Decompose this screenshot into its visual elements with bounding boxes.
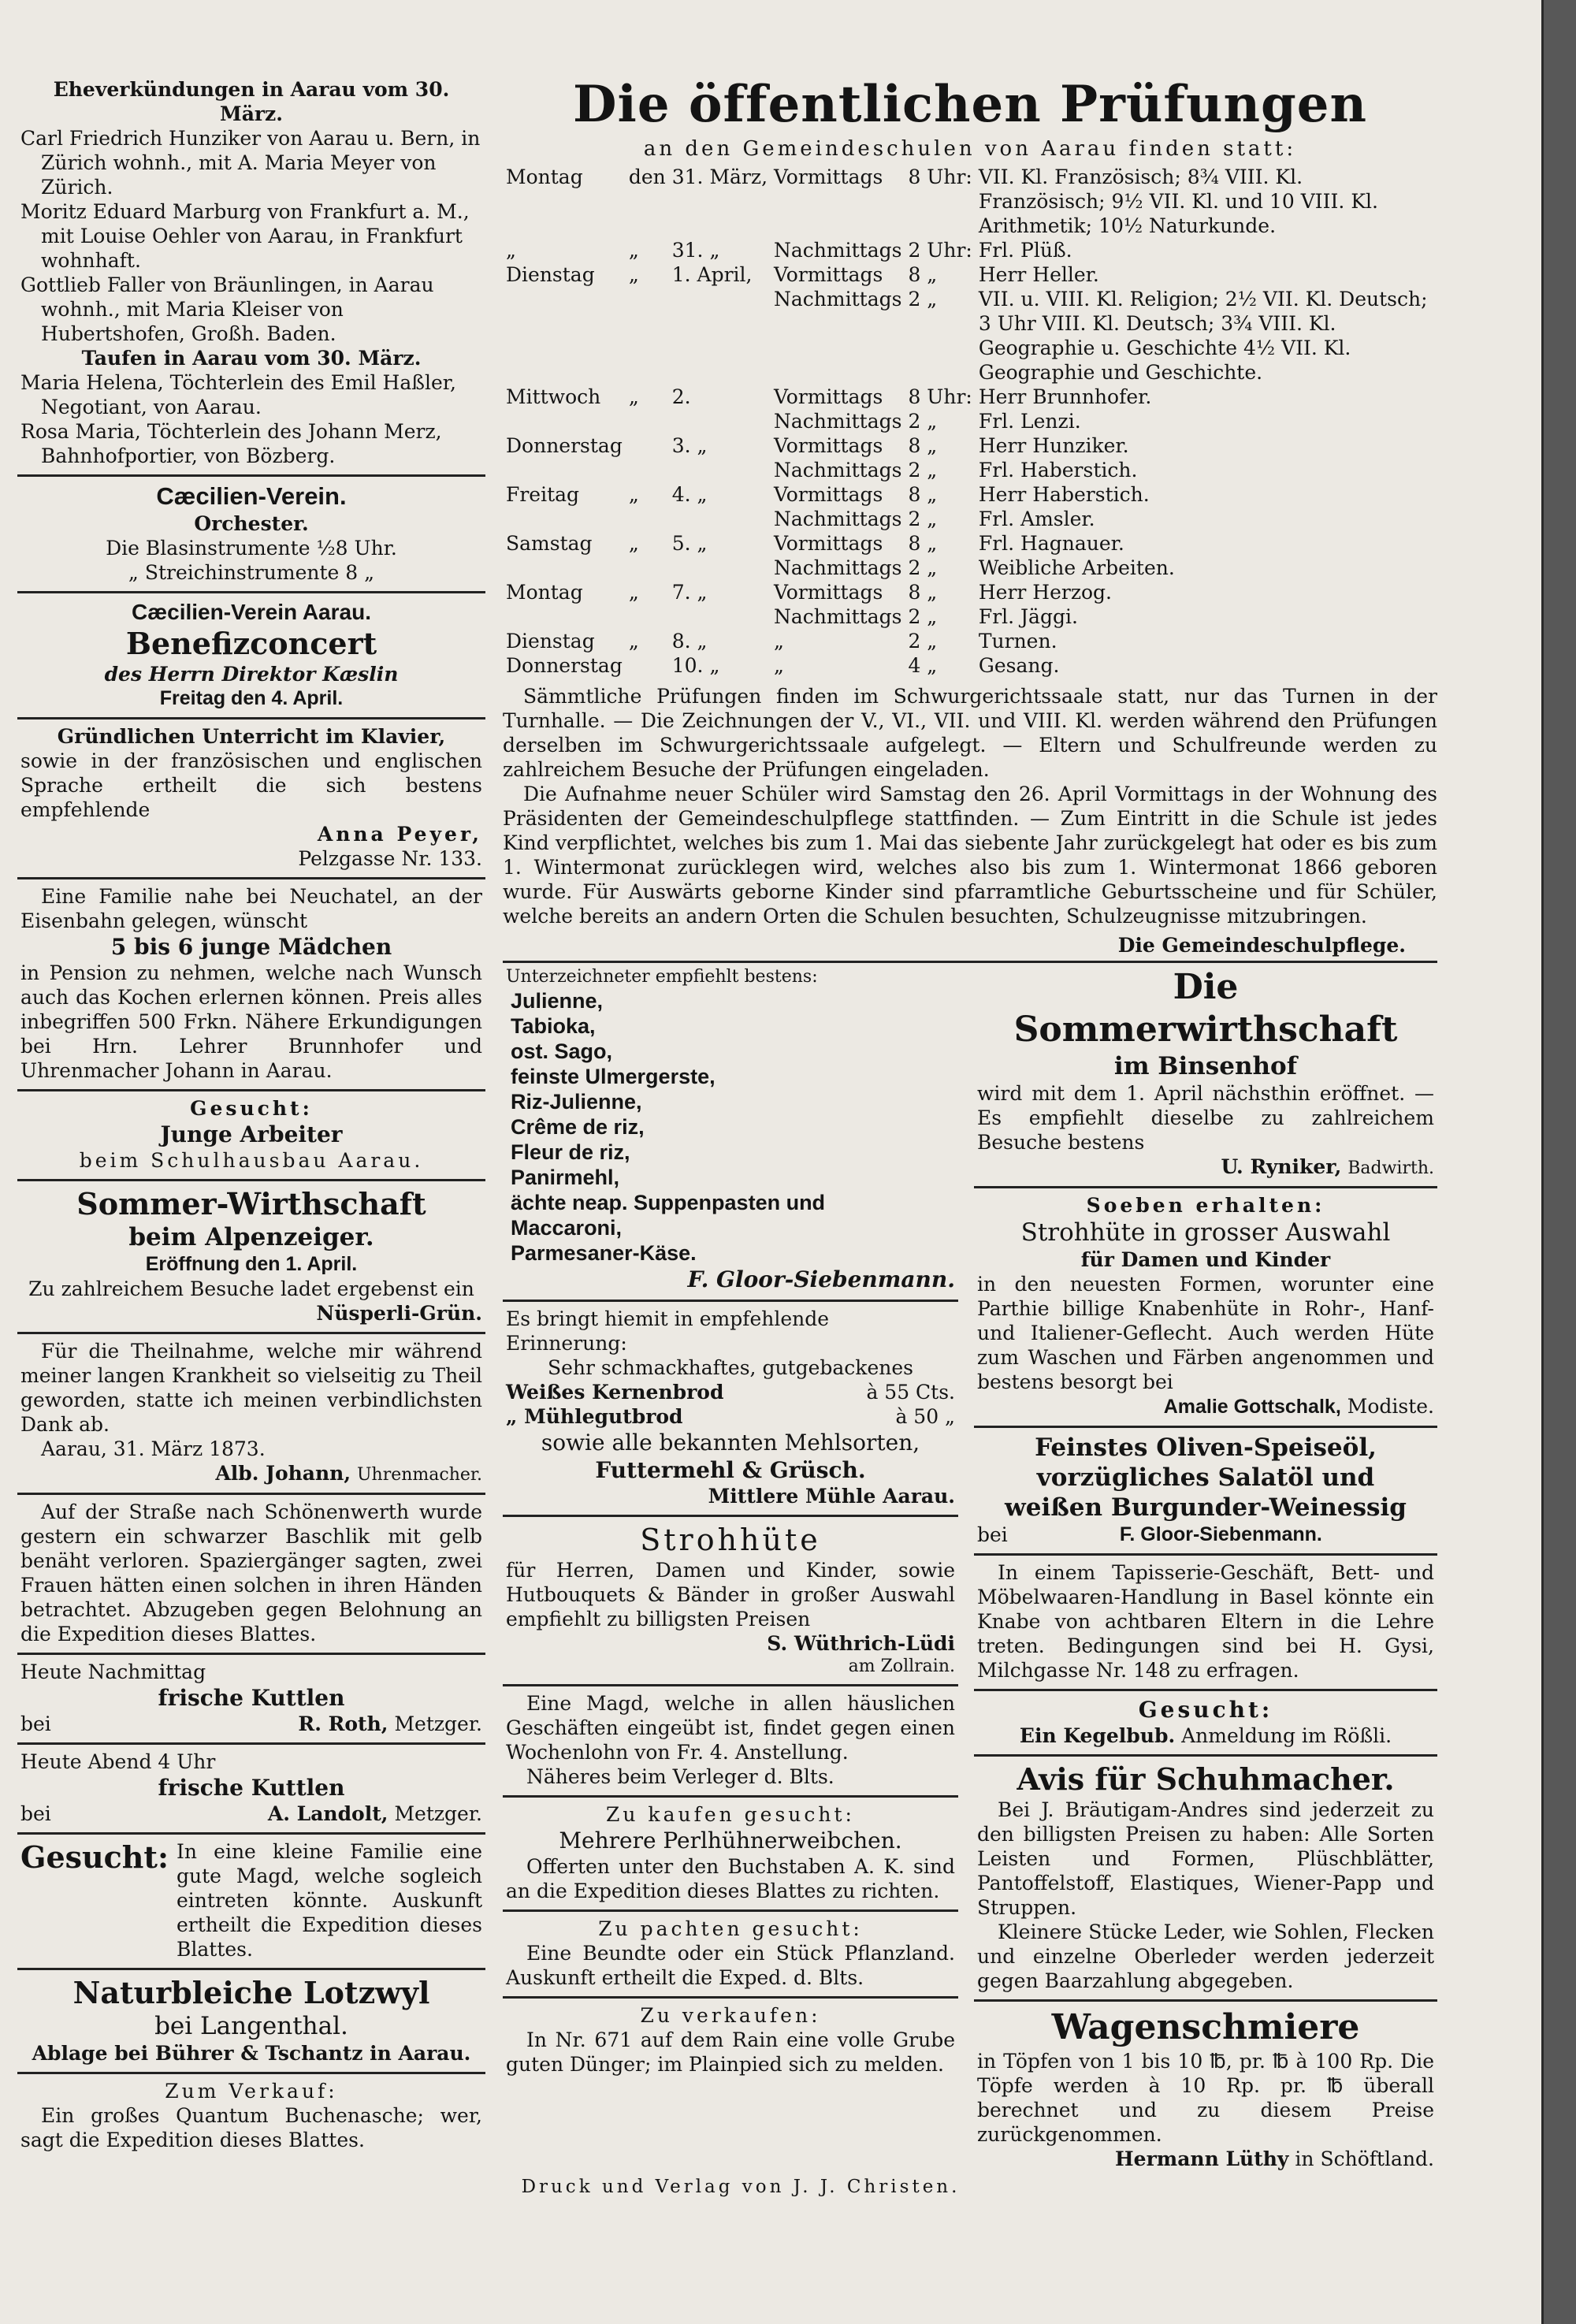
alpenzeiger-sign: Nüsperli-Grün. bbox=[316, 1302, 482, 1325]
binsenhof-ad bbox=[974, 961, 1437, 1188]
exam-hour: 8 „ bbox=[908, 483, 938, 506]
marriage-item: Moritz Eduard Marburg von Frankfurt a. M., mit Louise Oehler von Aarau, in Frankfurt wohnhaft. bbox=[20, 200, 470, 272]
exam-subj: Frl. Jäggi. bbox=[978, 605, 1078, 628]
axle-grease-ad bbox=[974, 2002, 1437, 2177]
maid-body: In eine kleine Familie eine gute Magd, welche sogleich eintreten könnte. Auskunft ertheilt die Expedition dieses Blattes. bbox=[177, 1840, 482, 1961]
gloor-item: Panirmehl, bbox=[511, 1166, 620, 1189]
printer-imprint: Druck und Verlag von J. J. Christen. bbox=[521, 2177, 961, 2197]
exam-mark: „ bbox=[628, 263, 639, 286]
exam-part: Nachmittags bbox=[774, 605, 902, 628]
gloor-item: Fleur de riz, bbox=[511, 1140, 630, 1164]
exam-mark bbox=[626, 287, 669, 385]
grease-title: Wagenschmiere bbox=[1051, 2007, 1360, 2047]
mill-price: à 55 Cts. bbox=[866, 1381, 955, 1404]
lease-title: Zu pachten gesucht: bbox=[598, 1917, 863, 1940]
concert-title: Benefizconcert bbox=[125, 626, 377, 661]
exam-date bbox=[669, 287, 771, 385]
exam-row bbox=[503, 165, 1437, 238]
oil-sign: F. Gloor-Siebenmann. bbox=[1119, 1523, 1322, 1545]
caecilien-sub: Orchester. bbox=[194, 512, 309, 535]
exam-day: Samstag bbox=[506, 532, 593, 555]
straw-hats-wuethrich-ad bbox=[503, 1517, 958, 1686]
caecilien-orchestra-ad bbox=[17, 477, 485, 593]
marriage-title: Eheverkündungen in Aarau vom 30. März. bbox=[53, 78, 450, 125]
exam-date bbox=[669, 458, 771, 482]
lessons-title: Gründlichen Unterricht im Klavier, bbox=[57, 725, 446, 748]
workers-ad bbox=[17, 1091, 485, 1181]
alpenzeiger-place: beim Alpenzeiger. bbox=[128, 1223, 374, 1251]
baptism-title: Taufen in Aarau vom 30. März. bbox=[81, 347, 422, 370]
binsenhof-body: wird mit dem 1. April nächsthin eröffnet. — Es empfiehlt dieselbe zu zahlreichem Besuche bestens bbox=[977, 1082, 1434, 1154]
exam-date bbox=[669, 507, 771, 531]
concert-by: des Herrn Direktor Kæslin bbox=[104, 663, 399, 686]
exam-mark: „ bbox=[628, 385, 639, 408]
exam-day: Dienstag bbox=[506, 263, 595, 286]
oil-line: vorzügliches Salatöl und bbox=[1036, 1463, 1375, 1492]
exam-mark bbox=[626, 507, 669, 531]
exam-row bbox=[503, 580, 1437, 604]
exam-row bbox=[503, 507, 1437, 531]
lost-item-notice bbox=[17, 1495, 485, 1655]
kuttlen-bei: bei bbox=[20, 1802, 51, 1825]
oil-bei: bei bbox=[977, 1523, 1008, 1546]
guineafowl-title: Zu kaufen gesucht: bbox=[606, 1803, 855, 1826]
straw-hats-title: Strohhüte bbox=[640, 1523, 821, 1557]
gloor-sign: F. Gloor-Siebenmann. bbox=[687, 1266, 955, 1292]
hats-body: in den neuesten Formen, worunter eine Parthie billige Knabenhüte in Rohr-, Hanf- und Italiener-Geflecht. Auch werden Hüte zum Waschen und Färben angenommen und bestens besorgt bei bbox=[977, 1273, 1434, 1393]
kuttlen-name: A. Landolt, bbox=[267, 1802, 388, 1825]
kegel-item: Ein Kegelbub. bbox=[1019, 1724, 1176, 1747]
exam-day: Montag bbox=[506, 581, 583, 604]
exam-mark bbox=[626, 433, 669, 458]
exam-hour: 2 „ bbox=[908, 508, 938, 530]
kegel-title: Gesucht: bbox=[1138, 1697, 1273, 1723]
exam-part: Vormittags bbox=[774, 263, 883, 286]
exam-part: Vormittags bbox=[774, 581, 883, 604]
oil-seller bbox=[977, 1523, 1434, 1547]
manure-title: Zu verkaufen: bbox=[640, 2004, 821, 2027]
kegel-line bbox=[977, 1723, 1434, 1748]
lost-body: Auf der Straße nach Schönenwerth wurde gestern ein schwarzer Baschlik mit gelb benäht verloren. Spaziergänger sagten, zwei Frauen hätten einen solchen in ihren Händen betrachtet. Abzugeben gegen Belohnung an die Expedition dieses Blattes. bbox=[20, 1500, 482, 1645]
kegel-info: Anmeldung im Rößli. bbox=[1181, 1724, 1392, 1747]
hats-signature bbox=[977, 1394, 1434, 1419]
exam-title: Die öffentlichen Prüfungen bbox=[573, 75, 1367, 134]
exam-mark bbox=[626, 556, 669, 580]
exam-subj: Herr Herzog. bbox=[978, 581, 1113, 604]
concert-date: Freitag den 4. April. bbox=[159, 687, 344, 709]
exam-part: Nachmittags bbox=[774, 556, 902, 579]
thanks-signature bbox=[20, 1461, 482, 1486]
exam-signature: Die Gemeindeschulpflege. bbox=[1117, 934, 1406, 957]
mill-bread: „ Mühlegutbrod bbox=[506, 1405, 683, 1428]
lessons-name: Anna Peyer, bbox=[317, 823, 482, 846]
exam-subj: Weibliche Arbeiten. bbox=[978, 556, 1175, 579]
exam-hour: 2 „ bbox=[908, 630, 938, 653]
exam-date: 3. „ bbox=[671, 434, 708, 457]
sale-title: Zum Verkauf: bbox=[165, 2080, 338, 2103]
pension-intro: Eine Familie nahe bei Neuchatel, an der Eisenbahn gelegen, wünscht bbox=[20, 885, 482, 932]
pension-headline: 5 bis 6 junge Mädchen bbox=[110, 934, 392, 960]
gloor-item: Tabioka, bbox=[511, 1014, 596, 1038]
exam-hour: 8 Uhr: bbox=[908, 165, 972, 188]
oil-line: Feinstes Oliven-Speiseöl, bbox=[1035, 1433, 1377, 1462]
exam-part: Nachmittags bbox=[774, 239, 902, 262]
exam-date: 10. „ bbox=[671, 654, 720, 677]
exam-hour: 2 Uhr: bbox=[908, 239, 972, 262]
baptism-item: Maria Helena, Töchterlein des Emil Haßler, Negotiant, von Aarau. bbox=[20, 371, 456, 418]
exam-subj: Frl. Lenzi. bbox=[978, 410, 1081, 433]
exam-day bbox=[503, 556, 626, 580]
mill-ad bbox=[503, 1302, 958, 1517]
exam-row bbox=[503, 653, 1437, 678]
exam-date: 1. April, bbox=[671, 263, 753, 286]
exam-part: Vormittags bbox=[774, 165, 883, 188]
hats-title: Soeben erhalten: bbox=[1086, 1194, 1325, 1217]
lessons-body: sowie in der französischen und englischen Sprache ertheilt die sich bestens empfehlende bbox=[20, 749, 482, 821]
workers-location: beim Schulhausbau Aarau. bbox=[79, 1149, 424, 1172]
gloor-products-ad bbox=[503, 961, 958, 1302]
exam-part: „ bbox=[774, 630, 784, 653]
exam-row bbox=[503, 238, 1437, 262]
baptism-item: Rosa Maria, Töchterlein des Johann Merz, Bahnhofportier, von Bözberg. bbox=[20, 420, 442, 467]
left-column bbox=[17, 73, 485, 2159]
exam-subtitle: an den Gemeindeschulen von Aarau finden statt: bbox=[643, 137, 1297, 161]
exam-subj: Herr Heller. bbox=[978, 263, 1099, 286]
exam-row bbox=[503, 287, 1437, 385]
exam-part: Nachmittags bbox=[774, 288, 902, 310]
exam-date: 2. bbox=[671, 385, 691, 408]
manure-sale-ad bbox=[503, 1999, 958, 2083]
maid-wanted-ad bbox=[17, 1835, 485, 1970]
caecilien-title: Cæcilien-Verein. bbox=[156, 482, 347, 510]
guineafowl-headline: Mehrere Perlhühnerweibchen. bbox=[559, 1828, 902, 1854]
exam-day: Donnerstag bbox=[506, 654, 623, 677]
marriage-item: Carl Friedrich Hunziker von Aarau u. Bern, in Zürich wohnh., mit A. Maria Meyer von Zürich. bbox=[20, 127, 481, 199]
gloor-item: Julienne, bbox=[511, 989, 604, 1013]
mill-sign: Mittlere Mühle Aarau. bbox=[708, 1485, 955, 1508]
mill-line: sowie alle bekannten Mehlsorten, bbox=[541, 1430, 920, 1456]
mill-bread-row bbox=[506, 1380, 955, 1404]
exam-hour: 8 „ bbox=[908, 434, 938, 457]
exam-date bbox=[669, 409, 771, 433]
caecilien-line: „ Streichinstrumente 8 „ bbox=[128, 561, 375, 584]
marriage-notices bbox=[17, 73, 485, 477]
exam-part: Nachmittags bbox=[774, 410, 902, 433]
kuttlen-roth-ad bbox=[17, 1655, 485, 1745]
kuttlen-seller bbox=[20, 1712, 482, 1736]
pension-body: in Pension zu nehmen, welche nach Wunsch auch das Kochen erlernen können. Preis alles inbegriffen 500 Frkn. Nähere Erkundigungen bei Hrn. Lehrer Brunnhofer und Uhrenmacher Johann in Aarau. bbox=[20, 961, 482, 1082]
kuttlen-item: frische Kuttlen bbox=[158, 1685, 345, 1711]
exam-subj: Turnen. bbox=[978, 630, 1057, 653]
exam-date: 7. „ bbox=[671, 581, 708, 604]
exam-row bbox=[503, 531, 1437, 556]
binsenhof-sign: U. Ryniker, bbox=[1221, 1155, 1342, 1178]
workers-title: Gesucht: bbox=[190, 1097, 313, 1120]
exam-mark: „ bbox=[628, 581, 639, 604]
exam-subj: Frl. Hagnauer. bbox=[978, 532, 1124, 555]
shoemaker-body: Bei J. Bräutigam-Andres sind jederzeit zu den billigsten Preisen zu haben: Alle Sorten Leisten und Formen, Plüschblätter, Pantoffelstoff, Elastiques, Wiener-Papp und Struppen. bbox=[977, 1798, 1434, 1919]
kuttlen-job: Metzger. bbox=[394, 1802, 482, 1825]
exam-day bbox=[503, 287, 626, 385]
apprentice-basel-ad bbox=[974, 1556, 1437, 1691]
basel-body: In einem Tapisserie-Geschäft, Bett- und Möbelwaaren-Handlung in Basel könnte ein Knabe von achtbaren Eltern in die Lehre treten. Bedingungen sind bei H. Gysi, Milchgasse Nr. 148 zu erfragen. bbox=[977, 1561, 1434, 1682]
bleiche-title: Naturbleiche Lotzwyl bbox=[72, 1975, 430, 2010]
bleiche-place: bei Langenthal. bbox=[154, 2012, 348, 2040]
alpenzeiger-ad bbox=[17, 1181, 485, 1334]
thanks-sign: Alb. Johann, bbox=[215, 1462, 351, 1485]
exam-row bbox=[503, 556, 1437, 580]
exam-mark: „ bbox=[628, 239, 639, 262]
exam-row bbox=[503, 458, 1437, 482]
exam-date bbox=[669, 556, 771, 580]
exam-part: Nachmittags bbox=[774, 508, 902, 530]
exam-mark bbox=[626, 604, 669, 629]
hats-job: Modiste. bbox=[1347, 1395, 1434, 1418]
exam-hour: 4 „ bbox=[908, 654, 938, 677]
exam-row bbox=[503, 629, 1437, 653]
exam-subj: Herr Haberstich. bbox=[978, 483, 1150, 506]
exam-day: Dienstag bbox=[506, 630, 595, 653]
gloor-item: Crême de riz, bbox=[511, 1115, 645, 1139]
binsenhof-job: Badwirth. bbox=[1347, 1158, 1434, 1178]
concert-society: Cæcilien-Verein Aarau. bbox=[132, 600, 371, 624]
binsenhof-title: Die Sommerwirthschaft bbox=[1013, 967, 1398, 1050]
shoemaker-title: Avis für Schuhmacher. bbox=[1017, 1761, 1395, 1797]
exam-subj: VII. u. VIII. Kl. Religion; 2½ VII. Kl. Deutsch; 3 Uhr VIII. Kl. Deutsch; 3¾ VIII. Kl. Geographie u. Geschichte 4½ VII. Kl. Geographie und Geschichte. bbox=[978, 288, 1428, 384]
gloor-item: ost. Sago, bbox=[511, 1039, 613, 1063]
alpenzeiger-title: Sommer-Wirthschaft bbox=[76, 1186, 426, 1221]
public-exams-notice bbox=[503, 73, 1437, 963]
exam-day: Freitag bbox=[506, 483, 580, 506]
straw-hats-address: am Zollrain. bbox=[848, 1657, 955, 1676]
hats-sign: Amalie Gottschalk, bbox=[1163, 1396, 1341, 1418]
lessons-ad bbox=[17, 720, 485, 879]
exam-para-2: Die Aufnahme neuer Schüler wird Samstag den 26. April Vormittags in der Wohnung des Präsidenten der Gemeindeschulpflege stattfinden. — Zum Eintritt in die Schule ist jedes Kind verpflichtet, welches bis zum 1. Mai das siebente Jahr zurückgelegt hat oder es bis zum 1. Wintermonat zurücklegen wird, welches also bis zum 1. Wintermonat 1866 geboren wurde. Für Auswärts geborne Kinder sind pfarramtliche Geburtsscheine und für Schüler, welche bereits an andern Orten die Schulen besuchten, Schulzeugnisse mitzubringen. bbox=[503, 783, 1437, 928]
exam-subj: Frl. Amsler. bbox=[978, 508, 1095, 530]
alpenzeiger-opening: Eröffnung den 1. April. bbox=[145, 1253, 358, 1275]
grease-place: in Schöftland. bbox=[1295, 2147, 1434, 2170]
exam-mark bbox=[626, 409, 669, 433]
exam-part: Nachmittags bbox=[774, 459, 902, 482]
shoemaker-ad bbox=[974, 1757, 1437, 2002]
exam-subj: Gesang. bbox=[978, 654, 1060, 677]
workers-headline: Junge Arbeiter bbox=[160, 1121, 343, 1147]
exam-day: Montag bbox=[506, 165, 583, 188]
oil-line: weißen Burgunder-Weinessig bbox=[1005, 1493, 1407, 1522]
kuttlen-landolt-ad bbox=[17, 1745, 485, 1835]
gloor-item: Parmesaner-Käse. bbox=[511, 1241, 697, 1265]
straw-hats-gottschalk-ad bbox=[974, 1188, 1437, 1428]
mill-intro: Es bringt hiemit in empfehlende Erinnerung: bbox=[506, 1307, 830, 1355]
right-column bbox=[974, 961, 1437, 2177]
thanks-job: Uhrenmacher. bbox=[357, 1465, 482, 1485]
exam-subj: Herr Brunnhofer. bbox=[978, 385, 1152, 408]
thanks-body: Für die Theilnahme, welche mir während meiner langen Krankheit so vielseitig zu Theil geworden, statte ich meinen verbindlichsten Dank ab. bbox=[20, 1340, 482, 1436]
bleiche-depot: Ablage bei Bührer & Tschantz in Aarau. bbox=[32, 2042, 471, 2065]
exam-mark bbox=[626, 653, 669, 678]
kuttlen-seller bbox=[20, 1802, 482, 1826]
exam-day bbox=[503, 604, 626, 629]
exam-hour: 2 „ bbox=[908, 288, 938, 310]
exam-row bbox=[503, 482, 1437, 507]
gloor-item: ächte neap. Suppenpasten und bbox=[511, 1191, 826, 1214]
guineafowl-wanted-ad bbox=[503, 1798, 958, 1912]
exam-date: 31. März, bbox=[671, 165, 768, 188]
maid2-body: Eine Magd, welche in allen häuslichen Geschäften eingeübt ist, findet gegen einen Wochenlohn von Fr. 4. Anstellung. bbox=[506, 1692, 955, 1764]
exam-part: Vormittags bbox=[774, 483, 883, 506]
exam-date bbox=[669, 604, 771, 629]
lease-body: Eine Beundte oder ein Stück Pflanzland. Auskunft ertheilt die Exped. d. Blts. bbox=[506, 1942, 955, 1989]
mill-bread: Weißes Kernenbrod bbox=[506, 1381, 724, 1404]
exam-hour: 8 „ bbox=[908, 263, 938, 286]
bleiche-ad bbox=[17, 1970, 485, 2074]
middle-column bbox=[503, 961, 958, 2083]
exam-hour: 8 Uhr: bbox=[908, 385, 972, 408]
thanks-notice bbox=[17, 1334, 485, 1495]
mill-sub: Sehr schmackhaftes, gutgebackenes bbox=[548, 1356, 913, 1379]
lease-wanted-ad bbox=[503, 1912, 958, 1999]
caecilien-line: Die Blasinstrumente ½8 Uhr. bbox=[106, 537, 397, 560]
gloor-item: feinste Ulmergerste, bbox=[511, 1065, 716, 1088]
gloor-item: Maccaroni, bbox=[511, 1216, 623, 1240]
mill-line-2: Futtermehl & Grüsch. bbox=[595, 1457, 866, 1483]
binsenhof-signature bbox=[977, 1155, 1434, 1180]
exam-hour: 2 „ bbox=[908, 459, 938, 482]
exam-hour: 2 „ bbox=[908, 556, 938, 579]
exam-mark: „ bbox=[628, 532, 639, 555]
mill-price: à 50 „ bbox=[895, 1405, 955, 1428]
page-edge-shadow bbox=[1541, 0, 1576, 2324]
kuttlen-item: frische Kuttlen bbox=[158, 1775, 345, 1801]
grease-sign: Hermann Lüthy bbox=[1115, 2147, 1289, 2170]
kegelbub-ad bbox=[974, 1691, 1437, 1757]
exam-schedule bbox=[503, 165, 1437, 678]
exam-hour: 2 „ bbox=[908, 605, 938, 628]
exam-hour: 8 „ bbox=[908, 581, 938, 604]
sale-body: Ein großes Quantum Buchenasche; wer, sagt die Expedition dieses Blattes. bbox=[20, 2104, 482, 2151]
exam-day: Mittwoch bbox=[506, 385, 601, 408]
exam-day bbox=[503, 409, 626, 433]
exam-part: Vormittags bbox=[774, 434, 883, 457]
straw-hats-sign: S. Wüthrich-Lüdi bbox=[767, 1632, 955, 1655]
exam-part: „ bbox=[774, 654, 784, 677]
hats-headline: Strohhüte in grosser Auswahl bbox=[1020, 1218, 1391, 1247]
gloor-intro: Unterzeichneter empfiehlt bestens: bbox=[506, 967, 818, 987]
exam-part: Vormittags bbox=[774, 532, 883, 555]
kuttlen-bei: bei bbox=[20, 1712, 51, 1735]
binsenhof-place: im Binsenhof bbox=[1113, 1052, 1298, 1080]
manure-body: In Nr. 671 auf dem Rain eine volle Grube guten Dünger; im Plainpied sich zu melden. bbox=[506, 2028, 955, 2076]
hats-sub: für Damen und Kinder bbox=[1080, 1248, 1331, 1271]
maid-position-ad bbox=[503, 1686, 958, 1798]
exam-mark bbox=[626, 458, 669, 482]
exam-row bbox=[503, 433, 1437, 458]
gloor-item: Riz-Julienne, bbox=[511, 1090, 642, 1114]
exam-date: 8. „ bbox=[671, 630, 708, 653]
grease-signature bbox=[977, 2147, 1434, 2171]
kuttlen-job: Metzger. bbox=[394, 1712, 482, 1735]
exam-subj: Frl. Plüß. bbox=[978, 239, 1072, 262]
exam-mark: „ bbox=[628, 630, 639, 653]
exam-hour: 8 „ bbox=[908, 532, 938, 555]
exam-part: Vormittags bbox=[774, 385, 883, 408]
concert-ad bbox=[17, 593, 485, 720]
exam-date: 5. „ bbox=[671, 532, 708, 555]
kuttlen-name: R. Roth, bbox=[298, 1712, 388, 1735]
lessons-address: Pelzgasse Nr. 133. bbox=[298, 847, 482, 870]
maid2-more: Näheres beim Verleger d. Blts. bbox=[526, 1765, 834, 1788]
mill-bread-row bbox=[506, 1404, 955, 1429]
exam-date: 31. „ bbox=[671, 239, 720, 262]
olive-oil-ad bbox=[974, 1428, 1437, 1556]
alpenzeiger-invite: Zu zahlreichem Besuche ladet ergebenst ein bbox=[28, 1277, 474, 1300]
kuttlen-when: Heute Nachmittag bbox=[20, 1660, 206, 1683]
exam-hour: 2 „ bbox=[908, 410, 938, 433]
pension-ad bbox=[17, 879, 485, 1091]
exam-subj: Frl. Haberstich. bbox=[978, 459, 1138, 482]
guineafowl-body: Offerten unter den Buchstaben A. K. sind an die Expedition dieses Blattes zu richten. bbox=[506, 1855, 955, 1902]
exam-para-1: Sämmtliche Prüfungen finden im Schwurgerichtssaale statt, nur das Turnen in der Turnhalle. — Die Zeichnungen der V., VI., VII. und VIII. Kl. werden während den Prüfungen derselben im Schwurgerichtssaale aufgelegt. — Eltern und Schulfreunde werden zu zahlreichem Besuche der Prüfungen eingeladen. bbox=[503, 685, 1437, 781]
grease-body: in Töpfen von 1 bis 10 ℔, pr. ℔ à 100 Rp. Die Töpfe werden à 10 Rp. pr. ℔ überall berechnet und zu diesem Preise zurückgenommen. bbox=[977, 2050, 1434, 2146]
exam-row bbox=[503, 385, 1437, 409]
shoemaker-more: Kleinere Stücke Leder, wie Sohlen, Flecken und einzelne Oberleder werden jederzeit gegen Baarzahlung abgegeben. bbox=[977, 1921, 1434, 1992]
exam-subj: Herr Hunziker. bbox=[978, 434, 1129, 457]
exam-row bbox=[503, 262, 1437, 287]
exam-subj: VII. Kl. Französisch; 8¾ VIII. Kl. Französisch; 9½ VII. Kl. und 10 VIII. Kl. Arithmetik; 10½ Naturkunde. bbox=[978, 165, 1378, 237]
exam-row bbox=[503, 409, 1437, 433]
exam-day bbox=[503, 507, 626, 531]
straw-hats-body: für Herren, Damen und Kinder, sowie Hutbouquets & Bänder in großer Auswahl empfiehlt zu billigsten Preisen bbox=[506, 1559, 955, 1631]
exam-day bbox=[503, 458, 626, 482]
kuttlen-when: Heute Abend 4 Uhr bbox=[20, 1750, 216, 1773]
thanks-place: Aarau, 31. März 1873. bbox=[41, 1437, 266, 1460]
exam-row bbox=[503, 604, 1437, 629]
maid-title: Gesucht: bbox=[20, 1839, 169, 1875]
exam-day: Donnerstag bbox=[506, 434, 623, 457]
exam-mark: den bbox=[628, 165, 666, 188]
exam-mark: „ bbox=[628, 483, 639, 506]
sale-ad bbox=[17, 2074, 485, 2159]
exam-day: „ bbox=[506, 239, 516, 262]
exam-date: 4. „ bbox=[671, 483, 708, 506]
marriage-item: Gottlieb Faller von Bräunlingen, in Aarau wohnh., mit Maria Kleiser von Hubertshofen, Großh. Baden. bbox=[20, 273, 434, 345]
